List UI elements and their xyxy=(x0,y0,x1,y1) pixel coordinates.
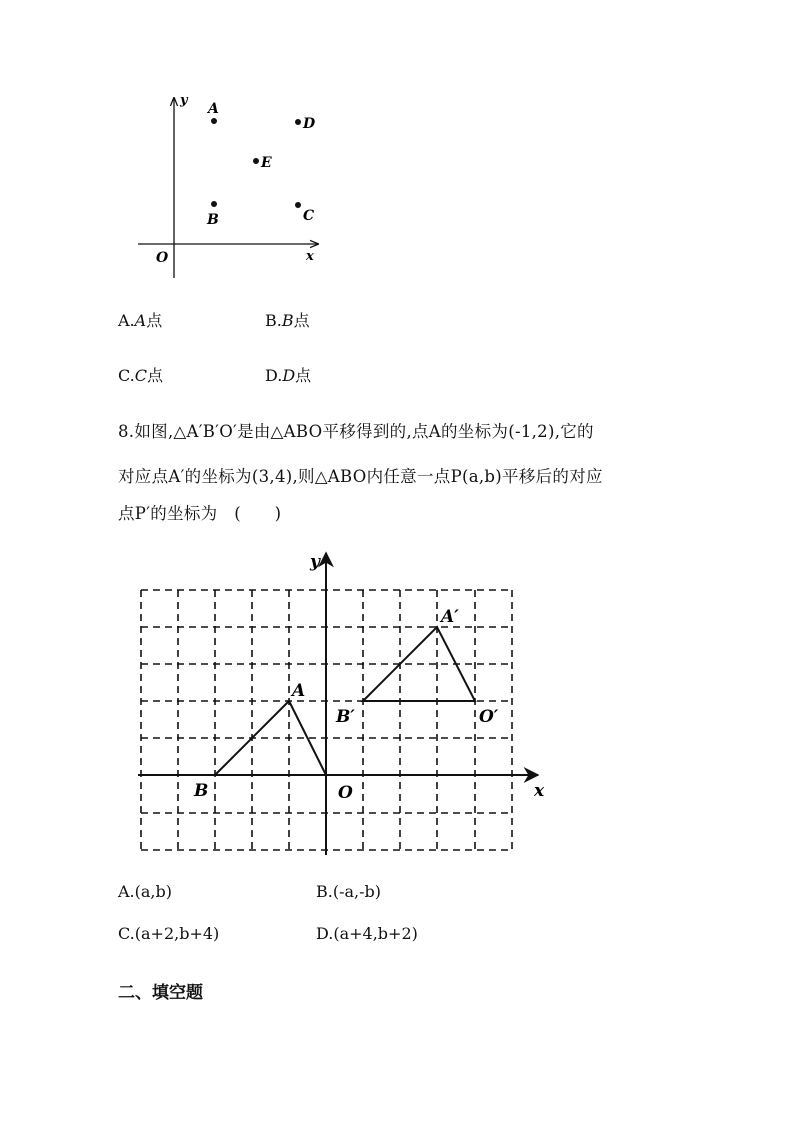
y-axis-label: y xyxy=(310,552,320,572)
point-b-prime-label: B′ xyxy=(336,707,355,727)
origin-label: O xyxy=(156,250,169,266)
x-axis-label: x xyxy=(306,249,314,264)
q7-option-b-prefix: B. xyxy=(265,311,282,330)
q7-option-d-suffix: 点 xyxy=(295,366,312,385)
q7-option-d[interactable] xyxy=(265,363,311,386)
origin-label: O xyxy=(338,783,353,803)
q8-option-a[interactable]: A.(a,b) xyxy=(118,882,172,901)
q8-option-c[interactable]: C.(a+2,b+4) xyxy=(118,924,220,943)
q7-option-b-suffix: 点 xyxy=(293,311,310,330)
q8-text-line-1: 8.如图,△A′B′O′是由△ABO平移得到的,点A的坐标为(-1,2),它的 xyxy=(118,422,594,441)
section-title: 二、填空题 xyxy=(118,983,203,1003)
point-d-label: D xyxy=(303,116,316,132)
point-a-label: A xyxy=(208,101,219,117)
point-b-label: B xyxy=(207,212,219,228)
q7-option-c[interactable] xyxy=(118,363,163,386)
q8-option-d[interactable]: D.(a+4,b+2) xyxy=(316,924,418,943)
q7-option-a[interactable] xyxy=(118,308,162,331)
y-axis-label: y xyxy=(180,93,188,108)
q8-option-b[interactable]: B.(-a,-b) xyxy=(316,882,382,901)
point-e-label: E xyxy=(261,155,272,171)
point-b-label: B xyxy=(194,781,209,801)
q7-option-a-suffix: 点 xyxy=(146,311,163,330)
point-d xyxy=(295,119,301,125)
point-a xyxy=(211,118,217,124)
q7-option-c-prefix: C. xyxy=(118,366,135,385)
q8-text-line-2: 对应点A′的坐标为(3,4),则△ABO内任意一点P(a,b)平移后的对应 xyxy=(118,467,603,486)
point-a-prime-label: A′ xyxy=(441,607,459,627)
q7-option-a-letter: A xyxy=(134,311,147,330)
point-c-label: C xyxy=(303,208,315,224)
q7-option-c-suffix: 点 xyxy=(147,366,164,385)
point-o-prime-label: O′ xyxy=(479,707,499,727)
q7-option-d-letter: D xyxy=(282,366,296,385)
x-axis-label: x xyxy=(534,781,545,801)
q7-option-b[interactable] xyxy=(265,308,310,331)
point-b xyxy=(211,201,217,207)
point-c xyxy=(295,202,301,208)
q7-option-c-letter: C xyxy=(134,366,148,385)
point-a-label: A xyxy=(292,681,306,701)
q8-text-line-3: 点P′的坐标为 ( ) xyxy=(118,504,282,523)
figure-1-coordinate-sketch xyxy=(130,88,330,283)
point-e xyxy=(253,158,259,164)
q7-option-a-prefix: A. xyxy=(118,311,135,330)
q7-option-b-letter: B xyxy=(281,311,294,330)
figure-2-translation-grid xyxy=(130,545,560,865)
q7-option-d-prefix: D. xyxy=(265,366,283,385)
